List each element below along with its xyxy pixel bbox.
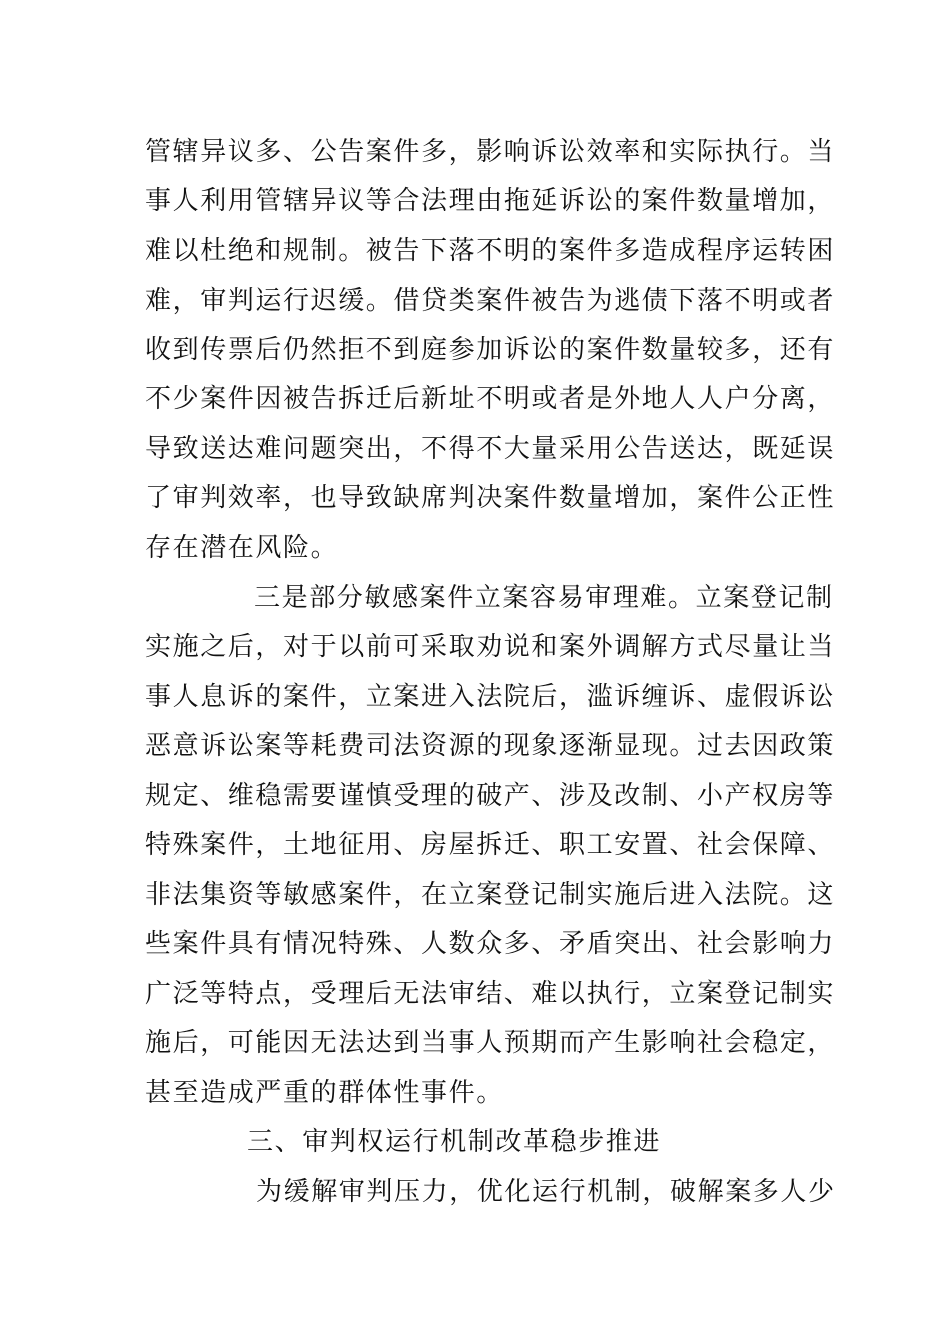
text-line: 导致送达难问题突出，不得不大量采用公告送达，既延误 — [145, 434, 836, 464]
text-line: 事人利用管辖异议等合法理由拖延诉讼的案件数量增加， — [145, 186, 836, 216]
text-line: 管辖异议多、公告案件多，影响诉讼效率和实际执行。当 — [145, 137, 836, 167]
text-line: 实施之后，对于以前可采取劝说和案外调解方式尽量让当 — [145, 632, 836, 662]
text-line: 些案件具有情况特殊、人数众多、矛盾突出、社会影响力 — [145, 929, 836, 959]
text-line: 事人息诉的案件，立案进入法院后，滥诉缠诉、虚假诉讼 — [145, 682, 836, 712]
text-line: 难，审判运行迟缓。借贷类案件被告为逃债下落不明或者 — [145, 286, 836, 316]
text-line: 甚至造成严重的群体性事件。 — [145, 1078, 504, 1108]
text-line: 了审判效率，也导致缺席判决案件数量增加，案件公正性 — [145, 483, 836, 513]
text-line: 不少案件因被告拆迁后新址不明或者是外地人人户分离， — [145, 384, 836, 414]
text-line: 收到传票后仍然拒不到庭参加诉讼的案件数量较多，还有 — [145, 335, 836, 365]
paragraph-start-line: 为缓解审判压力，优化运行机制，破解案多人少 — [256, 1177, 836, 1207]
text-line: 难以杜绝和规制。被告下落不明的案件多造成程序运转困 — [145, 236, 836, 266]
text-line: 特殊案件，土地征用、房屋拆迁、职工安置、社会保障、 — [145, 830, 836, 860]
text-line: 施后，可能因无法达到当事人预期而产生影响社会稳定， — [145, 1028, 836, 1058]
text-line: 广泛等特点，受理后无法审结、难以执行，立案登记制实 — [145, 979, 836, 1009]
text-line: 存在潜在风险。 — [145, 533, 339, 563]
paragraph-start-line: 三是部分敏感案件立案容易审理难。立案登记制 — [254, 583, 834, 613]
text-line: 非法集资等敏感案件，在立案登记制实施后进入法院。这 — [145, 880, 836, 910]
section-heading: 三、审判权运行机制改革稳步推进 — [247, 1127, 662, 1157]
text-line: 规定、维稳需要谨慎受理的破产、涉及改制、小产权房等 — [145, 781, 836, 811]
text-line: 恶意诉讼案等耗费司法资源的现象逐渐显现。过去因政策 — [145, 731, 836, 761]
